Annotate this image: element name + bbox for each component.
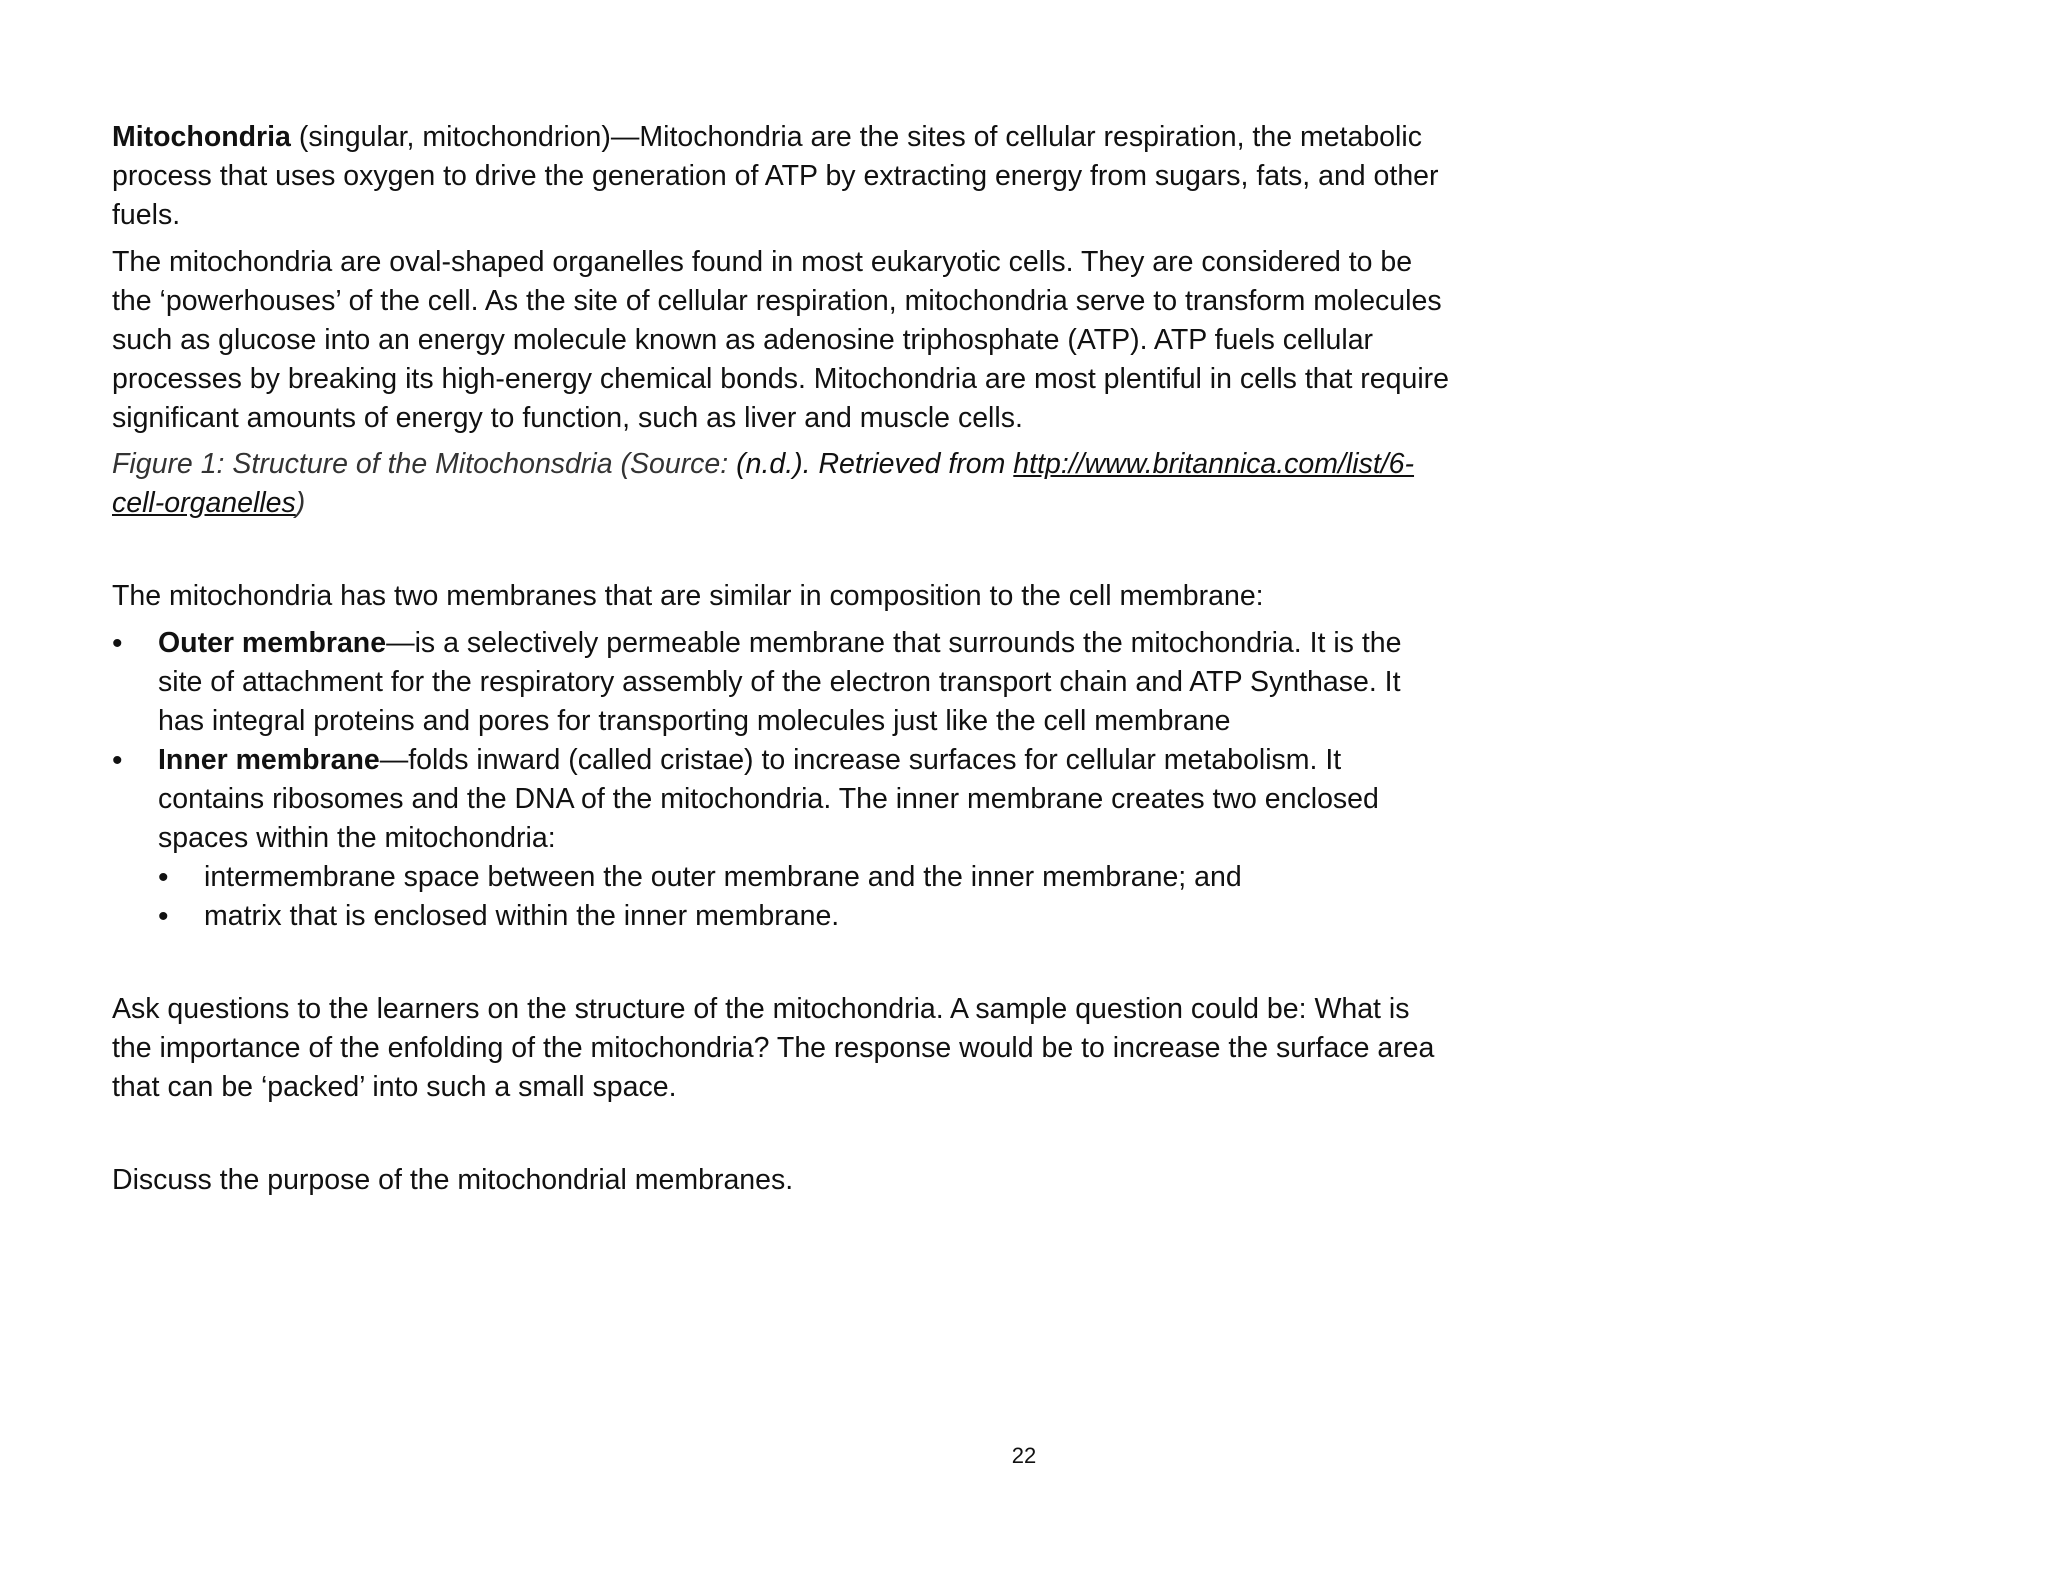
discussion-paragraph: Discuss the purpose of the mitochondrial membranes. <box>112 1164 794 1196</box>
membranes-intro: The mitochondria has two membranes that are similar in composition to the cell membrane: <box>112 580 1264 612</box>
caption-link[interactable]: http://www.britannica.com/list/6-cell-organelles <box>112 448 1415 519</box>
definition-text: (singular, mitochondrion)—Mitochondria are the sites of cellular respiration, the metabolic process that uses oxygen to drive the generation of ATP by extracting energy from sugars, fats, and other fuels. <box>112 121 1439 231</box>
outer-membrane-text: —is a selectively permeable membrane that surrounds the mitochondria. It is the site of attachment for the respiratory assembly of the electron transport chain and ATP Synthase. It has integral proteins and pores for transporting molecules just like the cell membrane <box>158 627 1402 737</box>
caption-suffix: ) <box>295 487 306 519</box>
question-paragraph: Ask questions to the learners on the structure of the mitochondria. A sample question could be: What is the importance of the enfolding of the mitochondria? The response would be to increase the surface area that can be ‘packed’ into such a small space. <box>112 993 1435 1103</box>
inner-membrane-text: —folds inward (called cristae) to increase surfaces for cellular metabolism. It contains ribosomes and the DNA of the mitochondria. The inner membrane creates two enclosed spaces within the mitochondria: <box>158 744 1379 854</box>
list-item-outer-membrane <box>112 624 1452 741</box>
caption-retrieved: (n.d.). Retrieved from <box>736 448 1014 480</box>
list-item-inner-membrane <box>112 741 1452 936</box>
inner-membrane-spaces-list <box>158 858 1452 936</box>
figure-caption <box>112 445 1452 523</box>
membranes-list <box>112 624 1452 936</box>
page-number: 22 <box>1011 1443 1037 1468</box>
caption-prefix: Figure 1: Structure of the Mitochonsdria (Source: <box>112 448 737 480</box>
list-item-intermembrane-space: • intermembrane space between the outer membrane and the inner membrane; and <box>158 858 1452 897</box>
inner-membrane-term: Inner membrane <box>158 744 380 776</box>
mitochondria-definition <box>112 118 1452 235</box>
definition-term: Mitochondria <box>112 121 291 153</box>
list-item-matrix: • matrix that is enclosed within the inner membrane. <box>158 897 1452 936</box>
mitochondria-description: The mitochondria are oval-shaped organelles found in most eukaryotic cells. They are considered to be the ‘powerhouses’ of the cell. As the site of cellular respiration, mitochondria serve to transform molecules such as glucose into an energy molecule known as adenosine triphosphate (ATP). ATP fuels cellular processes by breaking its high-energy chemical bonds. Mitochondria are most plentiful in cells that require significant amounts of energy to function, such as liver and muscle cells. <box>112 246 1450 434</box>
outer-membrane-term: Outer membrane <box>158 627 387 659</box>
page-content <box>112 118 1452 1200</box>
